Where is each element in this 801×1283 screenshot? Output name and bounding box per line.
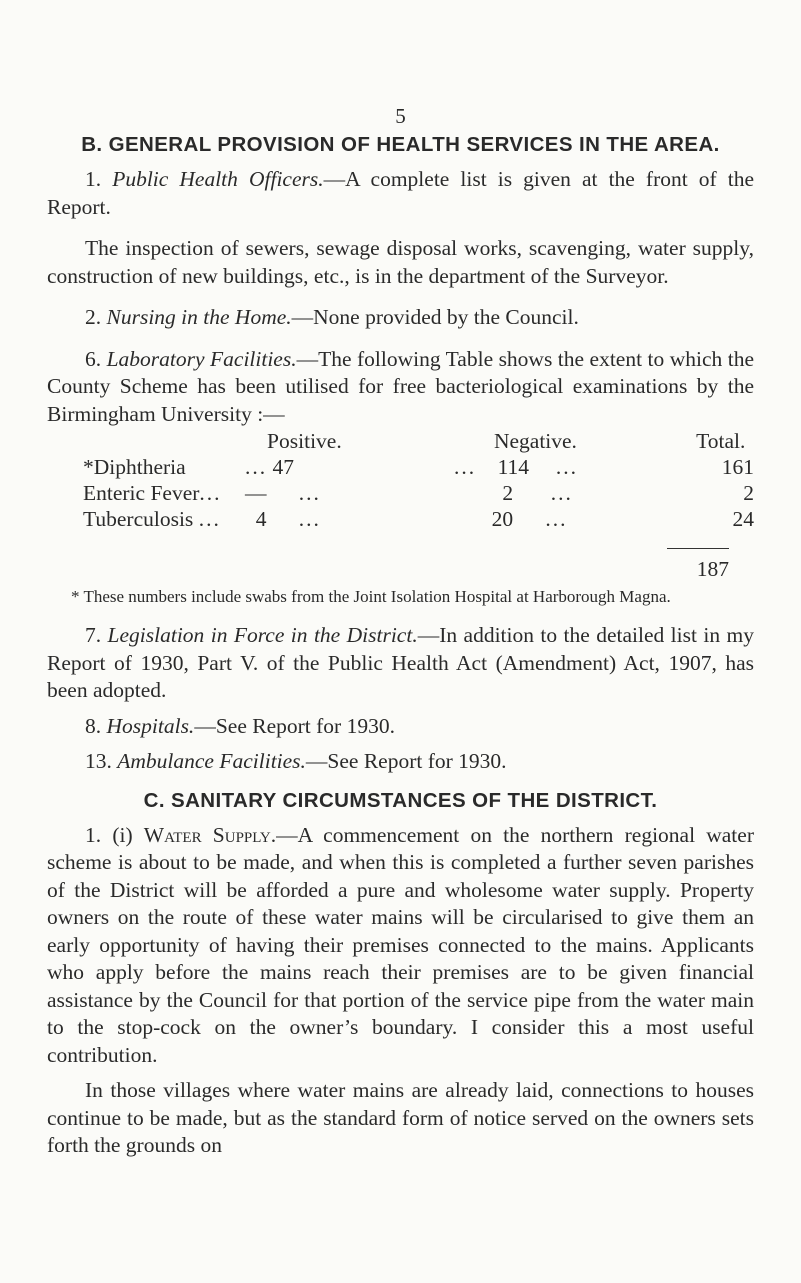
table-header-row — [83, 428, 754, 454]
item-heading: Ambulance Facilities. — [117, 749, 306, 773]
row-negative: 20 ... — [491, 506, 568, 531]
item-text: —In addition to the detailed list in my Report of 1930, Part V. of the Public Health Act (Amendment) Act, 1907, has been adopted. — [47, 623, 754, 702]
table-row — [83, 480, 754, 506]
item-ambulance: 13. Ambulance Facilities.—See Report for 1930. — [85, 749, 507, 773]
laboratory-table — [83, 428, 754, 532]
item-text: —See Report for 1930. — [194, 713, 395, 738]
item-text: —None provided by the Council. — [291, 305, 579, 329]
item-heading: Legislation in Force in the District. — [107, 623, 418, 647]
item-legislation: 7. Legislation in Force in the District.—In addition to the detailed list in my Report of 1930, Part V. of the Public Health Act (Amendment) Act, 1907, has been adopted. — [47, 623, 754, 702]
row-total: 161 — [721, 454, 754, 479]
item-text: —The following Table shows the extent to which the County Scheme has been utilised for free bacteriological examinations by the Birmingham University :— — [47, 346, 754, 426]
page-number: 5 — [395, 104, 406, 128]
item-hospitals: 8. Hospitals.—See Report for 1930. — [85, 713, 395, 738]
row-total: 24 — [732, 506, 754, 531]
row-label: Enteric Fever... — [83, 480, 222, 505]
item-water-supply: 1. (i) Water Supply.—A commencement on the northern regional water scheme is about to be made, and when this is completed a further seven parishes of the District will be afforded a pure and wholesome water supply. Property owners on the route of these water mains will be circularised to give them an early opportunity of having their premises connected to the mains. Applicants who apply before the mains reach their premises are to be given financial assistance by the Council for that portion of the service pipe from the water main to the stop-cock on the owner’s boundary. I consider this a most useful contribution. — [47, 822, 754, 1067]
table-footnote: * These numbers include swabs from the Joint Isolation Hospital at Harborough Magna. — [71, 587, 671, 606]
water-mains-paragraph: In those villages where water mains are already laid, connections to houses continue to be made, but as the standard form of notice served on the owners sets forth the grounds on — [47, 1078, 754, 1157]
item-heading: Nursing in the Home. — [106, 305, 292, 329]
surveyor-paragraph: The inspection of sewers, sewage disposal works, scavenging, water supply, construction of new buildings, etc., is in the department of the Surveyor. — [47, 236, 754, 288]
section-b-title: B. GENERAL PROVISION OF HEALTH SERVICES IN THE AREA. — [81, 133, 720, 156]
row-total: 2 — [743, 480, 754, 505]
item-text: —See Report for 1930. — [305, 749, 507, 773]
item-laboratory: 6. Laboratory Facilities.—The following Table shows the extent to which the County Scheme has been utilised for free bacteriological examinations by the Birmingham University :— — [47, 346, 754, 426]
item-heading: Water Supply. — [143, 822, 277, 847]
header-negative: Negative. — [493, 428, 577, 453]
document-page — [47, 96, 754, 1160]
item-public-health-officers: 1. Public Health Officers.—A complete list is given at the front of the Report. — [47, 167, 755, 219]
item-heading: Laboratory Facilities. — [106, 346, 297, 371]
item-nursing: 2. Nursing in the Home.—None provided by the Council. — [85, 305, 579, 329]
table-row — [83, 454, 754, 480]
row-positive: 4 ... — [255, 506, 321, 531]
row-label: *Diphtheria — [83, 454, 186, 479]
row-negative: ... 114 ... — [453, 454, 579, 479]
header-total: Total. — [696, 428, 746, 453]
row-label: Tuberculosis ... — [83, 506, 221, 531]
section-c-title: C. SANITARY CIRCUMSTANCES OF THE DISTRICT. — [143, 788, 658, 812]
item-text: —A commencement on the northern regional water scheme is about to be made, and when this is completed a further seven parishes of the District will be afforded a pure and wholesome water supply. Property owners on the route of these water mains will be circularised to give them an early opportunity of having their premises connected to the mains. Applicants who apply before the mains reach their premises are to be given financial assistance by the Council for that portion of the service pipe from the water main to the stop-cock on the owner’s boundary. I consider this a most useful contribution. — [47, 822, 754, 1067]
row-negative: 2 ... — [502, 480, 573, 505]
item-heading: Public Health Officers. — [112, 167, 324, 191]
row-positive: — ... — [245, 480, 321, 505]
row-positive: ... 47 — [245, 454, 295, 479]
grand-total: 187 — [667, 548, 729, 582]
header-positive: Positive. — [267, 428, 342, 453]
item-text: —A complete list is given at the front of the Report. — [47, 167, 755, 219]
table-row — [83, 506, 754, 532]
item-heading: Hospitals. — [106, 713, 195, 738]
